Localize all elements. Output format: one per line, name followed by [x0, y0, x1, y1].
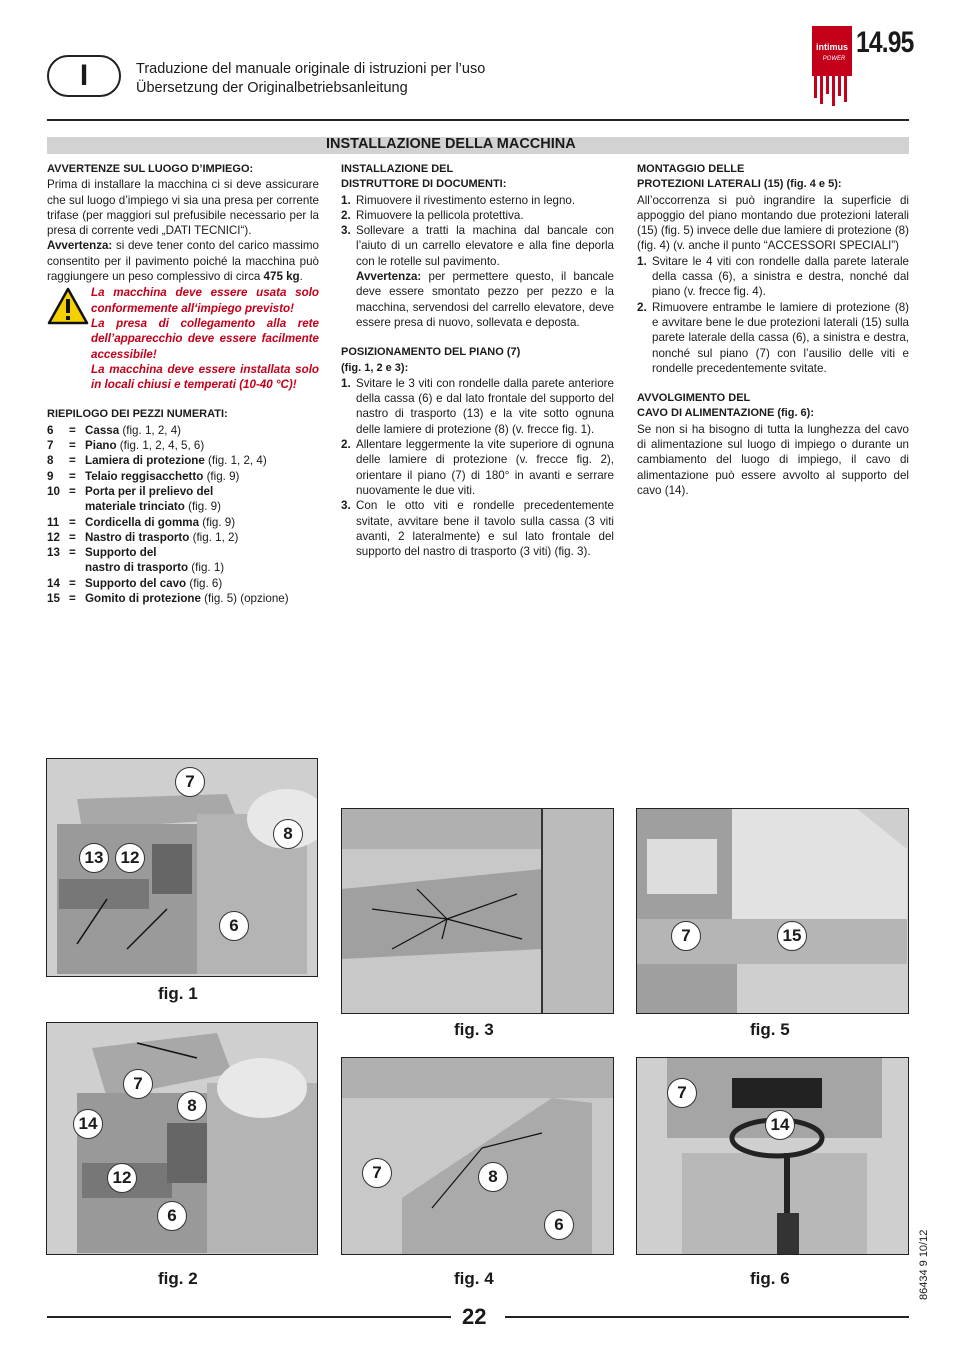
figure-5-photo: [636, 808, 909, 1014]
warning-block: [47, 285, 319, 392]
list-item: 3. Sollevare a tratti la machina dal bancale con l’aiuto di un carrello elevatore e alla fine deporla con le rotelle sul pavimento.: [341, 224, 614, 268]
heading-installation-2: DISTRUTTORE DI DOCUMENTI:: [341, 178, 507, 191]
language-badge: I: [47, 55, 121, 97]
header-divider: [47, 119, 909, 121]
caption-fig-5: fig. 5: [750, 1020, 790, 1039]
callout-7: 7: [671, 921, 701, 951]
footer-divider-left: [47, 1316, 451, 1318]
heading-table-position-2: (fig. 1, 2 e 3):: [341, 361, 409, 374]
warning-text: La macchina deve essere usata solo conformemente all‘impiego previsto! La presa di collegamento alla rete dell’apparecchio deve essere facilmente accessibile! La macchina deve essere installata solo in locali chiusi e temperati (10-40 °C)!: [91, 286, 319, 392]
parts-list: [47, 423, 319, 607]
header-titles: [136, 60, 485, 98]
callout-8: 8: [177, 1091, 207, 1121]
list-item: 2. Rimuovere la pellicola protettiva.: [341, 208, 524, 222]
callout-6: 6: [219, 911, 249, 941]
parts-list-item: nastro di trasporto (fig. 1): [85, 561, 225, 575]
paragraph-cable: Se non si ha bisogno di tutta la lunghezza del cavo di alimentazione sul luogo di impiego o durante un cambiamento del luogo di impiego, il cavo di alimentazione può essere avvolto al supporto del cavo (14).: [637, 422, 909, 497]
callout-15: 15: [777, 921, 807, 951]
parts-list-item: 15 = Gomito di protezione (fig. 5) (opzione): [47, 592, 289, 606]
paragraph-side-guards: All’occorrenza si può ingrandire la superficie di appoggio del piano montando due protezioni laterali (15) (fig. 5) invece delle due lamiere di protezione (8) (fig. 4) (v. anche il punto “ACCESSORI SPECIALI”): [637, 193, 909, 253]
logo-wordmark: intimus: [815, 42, 849, 52]
paragraph-floor-load: Avvertenza: si deve tener conto del carico massimo consentito per il pavimento poiché la macchina può raggiungere un peso complessivo di circa 475 kg.: [47, 239, 319, 284]
callout-12: 12: [107, 1163, 137, 1193]
caption-fig-3: fig. 3: [454, 1020, 494, 1039]
callout-7: 7: [362, 1158, 392, 1188]
paragraph-location: Prima di installare la macchina ci si deve assicurare che sul luogo d’impiego vi sia una presa per corrente trifase (per maggiori sul prefusibile necessario per la presa di corrente vedi „DATI TECNICI“).: [47, 178, 319, 238]
header-line-2: Übersetzung der Originalbetriebsanleitung: [136, 80, 408, 96]
section-title: INSTALLAZIONE DELLA MACCHINA: [326, 136, 576, 152]
callout-12: 12: [115, 843, 145, 873]
caption-fig-4: fig. 4: [454, 1269, 494, 1288]
callout-8: 8: [273, 819, 303, 849]
caption-fig-6: fig. 6: [750, 1269, 790, 1288]
parts-list-item: 6 = Cassa (fig. 1, 2, 4): [47, 423, 182, 437]
parts-list-item: 11 = Cordicella di gomma (fig. 9): [47, 515, 236, 529]
callout-14: 14: [73, 1109, 103, 1139]
figure-2-photo: [46, 1022, 318, 1255]
callout-6: 6: [157, 1201, 187, 1231]
callout-7: 7: [123, 1069, 153, 1099]
parts-list-item: 12 = Nastro di trasporto (fig. 1, 2): [47, 530, 239, 544]
heading-location: AVVERTENZE SUL LUOGO D’IMPIEGO:: [47, 163, 254, 175]
figure-1-photo: [46, 758, 318, 977]
figure-6-photo: [636, 1057, 909, 1255]
parts-list-item: 14 = Supporto del cavo (fig. 6): [47, 576, 223, 590]
caption-fig-1: fig. 1: [158, 984, 198, 1003]
list-item: 3. Con le otto viti e rondelle precedentemente svitate, avvitare bene il tavolo sulla cassa (3 viti avanti, 2 lateralmente) e sul lato frontale del supporto del nastro di trasporto (3 viti) (fig. 3).: [341, 499, 614, 559]
parts-list-item: 9 = Telaio reggisacchetto (fig. 9): [47, 469, 240, 483]
logo-subword: POWER: [822, 56, 846, 62]
list-item: 2. Allentare leggermente la vite superiore di ognuna delle lamiere di protezione (v. frecce fig. 2), orientare il piano (7) di 180° in avanti e serrare nuovamente le due viti.: [341, 438, 614, 497]
list-item: 2. Rimuovere entrambe le lamiere di protezione (8) e avvitare bene le due protezioni laterali (15) sulla parete laterale della cassa (6), a sinistra e destra, nonché sul piano (7) con l’ausilio delle viti e rondelle precedentemente svitate.: [637, 300, 909, 375]
callout-14: 14: [765, 1110, 795, 1140]
column-3: [637, 162, 909, 498]
parts-list-item: 10 = Porta per il prelievo del: [47, 484, 214, 498]
header-line-1: Traduzione del manuale originale di istruzioni per l’uso: [136, 61, 486, 77]
parts-list-item: materiale trinciato (fig. 9): [85, 500, 221, 514]
callout-8: 8: [478, 1162, 508, 1192]
heading-cable: AVVOLGIMENTO DEL: [637, 392, 751, 405]
model-number: 14.95: [856, 26, 914, 59]
column-2: [341, 162, 614, 559]
callout-13: 13: [79, 843, 109, 873]
list-item: 1. Svitare le 3 viti con rondelle dalla parete anteriore della cassa (6) e dal lato frontale del supporto del nastro di trasporto (13) e la vite sotto ognuna delle lamiere di protezione (8) (v. frecce fig. 1).: [341, 376, 614, 436]
figure-4-photo: [341, 1057, 614, 1255]
callout-6: 6: [544, 1210, 574, 1240]
footer-divider-right: [505, 1316, 909, 1318]
heading-side-guards: MONTAGGIO DELLE: [637, 163, 745, 175]
callout-7: 7: [175, 767, 205, 797]
parts-list-item: 13 = Supporto del: [47, 546, 157, 560]
caption-fig-2: fig. 2: [158, 1269, 198, 1288]
document-code: 86434 9 10/12: [918, 1229, 930, 1300]
heading-installation: INSTALLAZIONE DEL: [341, 163, 454, 175]
heading-side-guards-2: PROTEZIONI LATERALI (15) (fig. 4 e 5):: [637, 178, 842, 191]
note-pallet: Avvertenza: per permettere questo, il bancale deve essere smontato pezzo per pezzo e la macchina, servendosi del carrello elevatore, deve essere presa di nuovo, sollevata e deposta.: [356, 270, 614, 329]
parts-list-item: 7 = Piano (fig. 1, 2, 4, 5, 6): [47, 439, 205, 453]
page-number: 22: [462, 1304, 487, 1329]
column-1: [47, 162, 319, 606]
brand-logo: [812, 26, 852, 108]
warning-triangle-icon: [47, 285, 91, 392]
callout-7: 7: [667, 1078, 697, 1108]
list-item: 1. Rimuovere il rivestimento esterno in legno.: [341, 193, 576, 207]
heading-cable-2: CAVO DI ALIMENTAZIONE (fig. 6):: [637, 407, 815, 420]
heading-table-position: POSIZIONAMENTO DEL PIANO (7): [341, 346, 521, 359]
figure-3-photo: [341, 808, 614, 1014]
heading-parts-list: RIEPILOGO DEI PEZZI NUMERATI:: [47, 408, 228, 421]
parts-list-item: 8 = Lamiera di protezione (fig. 1, 2, 4): [47, 454, 267, 468]
list-item: 1. Svitare le 4 viti con rondelle dalla parete laterale della cassa (6), a sinistra e destra, nonché dal piano (v. frecce fig. 4).: [637, 254, 909, 299]
